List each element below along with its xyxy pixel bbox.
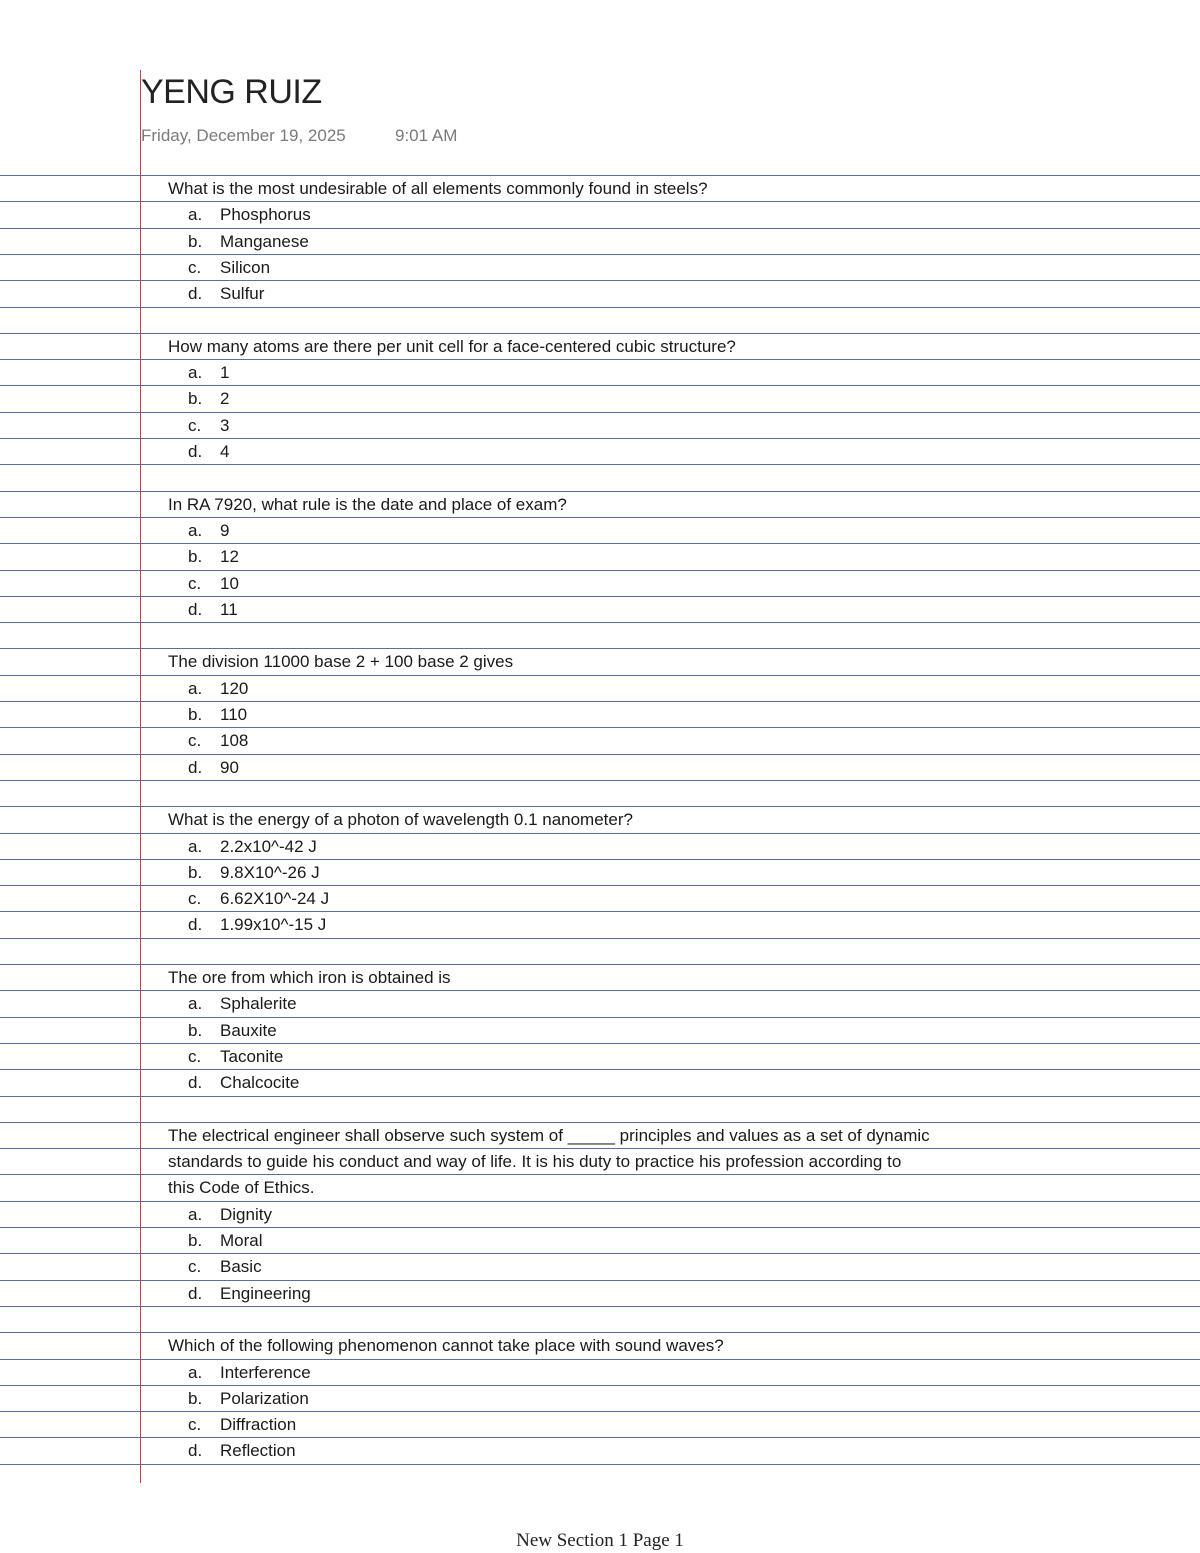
option-text: 110 [220, 705, 248, 724]
option-text: Interference [220, 1362, 311, 1382]
option-letter: a. [188, 363, 203, 383]
ruled-line [0, 938, 1200, 939]
option-text: 90 [220, 757, 239, 777]
ruled-line [0, 1306, 1200, 1307]
option-text: 120 [220, 678, 249, 698]
ruled-line [0, 754, 1200, 755]
page-date: Friday, December 19, 2025 [141, 126, 346, 145]
option-text: Sphalerite [220, 994, 297, 1014]
option-letter: a. [188, 520, 203, 540]
ruled-line [0, 859, 1200, 860]
question-text: What is the energy of a photon of wavelength 0.1 nanometer? [168, 810, 633, 830]
option-letter: d. [188, 442, 203, 461]
option-letter: a. [188, 678, 203, 698]
option-letter: b. [188, 1020, 203, 1040]
option-text: 2 [220, 389, 230, 409]
ruled-line [0, 570, 1200, 571]
option-text: Polarization [220, 1388, 309, 1408]
option-letter: d. [188, 1283, 203, 1303]
option-text: 1.99x10^-15 J [220, 915, 327, 935]
option-letter: b. [188, 705, 203, 724]
question-text: The division 11000 base 2 + 100 base 2 gives [168, 652, 514, 672]
option-letter: c. [188, 889, 202, 909]
option-text: Bauxite [220, 1020, 277, 1040]
ruled-line [0, 1227, 1200, 1228]
option-text: 3 [220, 415, 230, 435]
option-letter: a. [188, 1204, 203, 1224]
option-text: Phosphorus [220, 205, 311, 225]
option-text: Taconite [220, 1046, 284, 1066]
option-text: Engineering [220, 1283, 311, 1303]
page-title[interactable]: YENG RUIZ [141, 73, 322, 111]
ruled-line [0, 412, 1200, 413]
question-text: this Code of Ethics. [168, 1178, 315, 1198]
option-text: 4 [220, 442, 230, 461]
option-letter: a. [188, 836, 203, 856]
question-text: The ore from which iron is obtained is [168, 968, 451, 987]
option-text: Manganese [220, 231, 309, 251]
ruled-line [0, 1253, 1200, 1254]
ruled-line [0, 1411, 1200, 1412]
page-time: 9:01 AM [395, 126, 458, 145]
option-letter: d. [188, 599, 203, 619]
option-text: 11 [220, 599, 238, 619]
option-letter: a. [188, 205, 203, 225]
ruled-line [0, 543, 1200, 544]
option-letter: c. [188, 1046, 202, 1066]
option-letter: b. [188, 547, 203, 567]
ruled-line [0, 385, 1200, 386]
ruled-line [0, 885, 1200, 886]
ruled-line [0, 622, 1200, 623]
ruled-line [0, 517, 1200, 518]
question-text: Which of the following phenomenon cannot take place with sound waves? [168, 1336, 724, 1356]
ruled-line [0, 464, 1200, 465]
ruled-line [0, 1096, 1200, 1097]
option-text: Dignity [220, 1204, 272, 1224]
ruled-line [0, 1437, 1200, 1438]
ruled-line [0, 1017, 1200, 1018]
option-text: 9.8X10^-26 J [220, 862, 320, 882]
page-footer: New Section 1 Page 1 [516, 1530, 684, 1551]
question-text: What is the most undesirable of all elements commonly found in steels? [168, 179, 708, 198]
option-letter: c. [188, 731, 202, 751]
option-letter: d. [188, 1441, 203, 1461]
question-text: standards to guide his conduct and way of life. It is his duty to practice his profession according to [168, 1152, 902, 1172]
ruled-line [0, 280, 1200, 281]
ruled-line [0, 438, 1200, 439]
ruled-line [0, 911, 1200, 912]
option-letter: b. [188, 1388, 203, 1408]
option-letter: a. [188, 994, 203, 1014]
option-text: Silicon [220, 257, 271, 277]
option-letter: d. [188, 1073, 203, 1093]
option-letter: c. [188, 573, 202, 593]
ruled-line [0, 254, 1200, 255]
ruled-line [0, 1464, 1200, 1465]
option-text: Diffraction [220, 1415, 297, 1435]
option-text: Chalcocite [220, 1073, 300, 1093]
question-text: How many atoms are there per unit cell for a face-centered cubic structure? [168, 336, 736, 356]
margin-line [140, 70, 141, 1483]
question-text: In RA 7920, what rule is the date and place of exam? [168, 494, 567, 514]
question-text: The electrical engineer shall observe such system of _____ principles and values as a set of dynamic [168, 1125, 930, 1145]
option-letter: a. [188, 1362, 203, 1382]
ruled-line [0, 596, 1200, 597]
ruled-line [0, 1359, 1200, 1360]
option-letter: b. [188, 862, 203, 882]
ruled-line [0, 990, 1200, 991]
option-text: Sulfur [220, 284, 265, 304]
ruled-line [0, 727, 1200, 728]
option-letter: d. [188, 915, 203, 935]
option-letter: d. [188, 757, 203, 777]
option-letter: b. [188, 231, 203, 251]
ruled-line [0, 701, 1200, 702]
ruled-line [0, 228, 1200, 229]
option-text: 2.2x10^-42 J [220, 836, 317, 856]
ruled-line [0, 833, 1200, 834]
option-text: Reflection [220, 1441, 296, 1461]
ruled-line [0, 201, 1200, 202]
option-letter: c. [188, 1415, 202, 1435]
ruled-line [0, 359, 1200, 360]
ruled-line [0, 1280, 1200, 1281]
option-letter: b. [188, 1231, 203, 1250]
option-letter: c. [188, 257, 202, 277]
ruled-line [0, 780, 1200, 781]
option-letter: b. [188, 389, 203, 409]
option-text: 9 [220, 520, 230, 540]
option-letter: c. [188, 415, 202, 435]
option-text: 108 [220, 731, 249, 751]
option-text: Basic [220, 1257, 262, 1277]
option-letter: d. [188, 284, 203, 304]
option-text: 1 [220, 363, 230, 383]
ruled-line [0, 1385, 1200, 1386]
option-text: 10 [220, 573, 239, 593]
option-text: 12 [220, 547, 239, 567]
option-letter: c. [188, 1257, 202, 1277]
option-text: Moral [220, 1231, 263, 1250]
option-text: 6.62X10^-24 J [220, 889, 330, 909]
ruled-line [0, 1069, 1200, 1070]
ruled-line [0, 307, 1200, 308]
ruled-line [0, 1043, 1200, 1044]
